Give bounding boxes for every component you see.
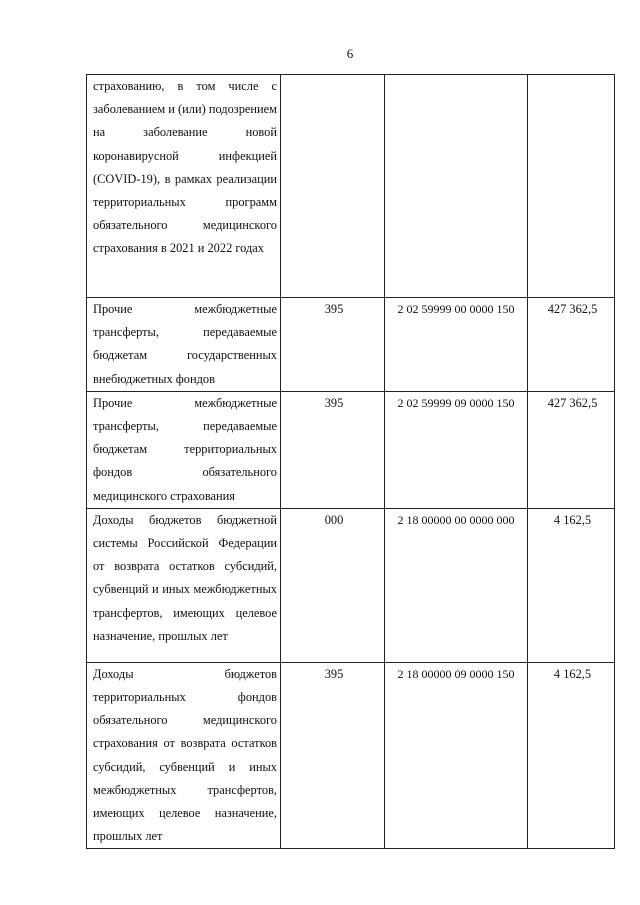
amount-cell: 427 362,5 (528, 391, 615, 508)
table-row (87, 391, 615, 508)
table-row (87, 298, 615, 392)
admin-code-cell: 395 (281, 391, 385, 508)
table-row (87, 662, 615, 849)
budget-code-cell: 2 18 00000 09 0000 150 (385, 662, 528, 849)
amount-cell: 427 362,5 (528, 298, 615, 392)
budget-code-cell: 2 02 59999 00 0000 150 (385, 298, 528, 392)
amount-cell (528, 75, 615, 298)
admin-code-cell (281, 75, 385, 298)
revenue-table (86, 74, 615, 849)
budget-code-cell: 2 18 00000 00 0000 000 (385, 508, 528, 662)
amount-cell: 4 162,5 (528, 662, 615, 849)
revenue-name-cell: Прочие межбюджетные трансферты, передаваемые бюджетам государственных внебюджетных фондов (87, 298, 281, 392)
page-number: 6 (346, 46, 354, 61)
amount-cell: 4 162,5 (528, 508, 615, 662)
table-row (87, 75, 615, 298)
admin-code-cell: 395 (281, 298, 385, 392)
revenue-name-cell: Доходы бюджетов бюджетной системы Российской Федерации от возврата остатков субсидий, субвенций и иных межбюджетных трансфертов, имеющих целевое назначение, прошлых лет (87, 508, 281, 662)
revenue-name-cell: страхованию, в том числе с заболеванием и (или) подозрением на заболевание новой коронавирусной инфекцией (COVID-19), в рамках реализации территориальных программ обязательного медицинского страхования в 2021 и 2022 годах (87, 75, 281, 298)
admin-code-cell: 395 (281, 662, 385, 849)
budget-code-cell (385, 75, 528, 298)
budget-code-cell: 2 02 59999 09 0000 150 (385, 391, 528, 508)
admin-code-cell: 000 (281, 508, 385, 662)
table-row (87, 508, 615, 662)
revenue-name-cell: Доходы бюджетов территориальных фондов обязательного медицинского страхования от возврата остатков субсидий, субвенций и иных межбюджетных трансфертов, имеющих целевое назначение, прошлых лет (87, 662, 281, 849)
revenue-name-cell: Прочие межбюджетные трансферты, передаваемые бюджетам территориальных фондов обязательного медицинского страхования (87, 391, 281, 508)
